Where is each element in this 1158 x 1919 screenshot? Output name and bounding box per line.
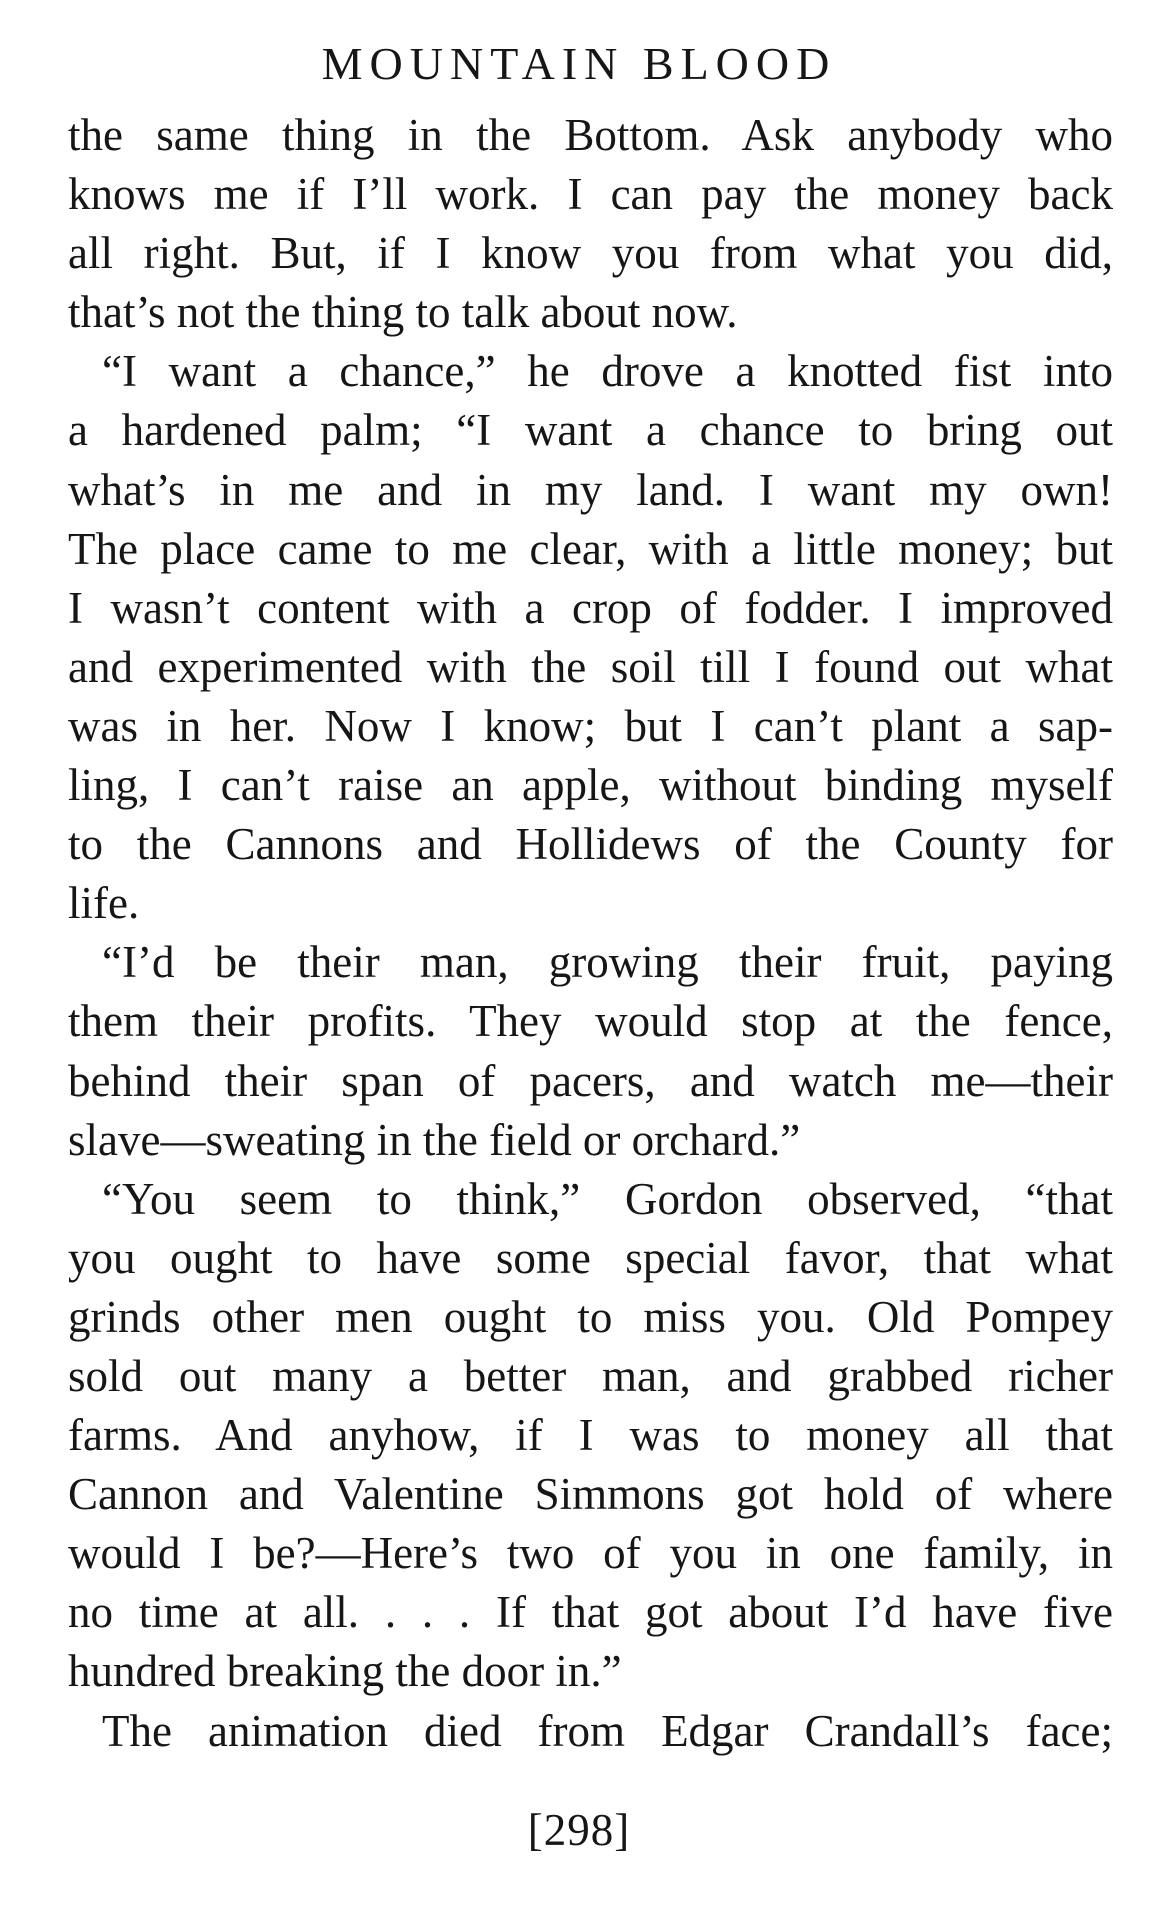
- text-line: “I want a chance,” he drove a knotted fist into: [102, 346, 1113, 397]
- running-title: MOUNTAIN BLOOD: [321, 38, 837, 89]
- text-line: I wasn’t content with a crop of fodder. I improved: [68, 582, 1113, 633]
- text-line: a hardened palm; “I want a chance to bring out: [68, 405, 1113, 456]
- text-line: hundred breaking the door in.”: [68, 1646, 622, 1697]
- text-line: life.: [68, 878, 140, 929]
- text-line: you ought to have some special favor, that what: [68, 1232, 1113, 1283]
- text-line: was in her. Now I know; but I can’t plant a sap-: [68, 700, 1113, 751]
- text-line: sold out many a better man, and grabbed richer: [68, 1350, 1113, 1401]
- text-line: “I’d be their man, growing their fruit, paying: [102, 937, 1113, 988]
- text-line: and experimented with the soil till I found out what: [68, 641, 1113, 692]
- text-line: them their profits. They would stop at the fence,: [68, 996, 1113, 1047]
- text-line: Cannon and Valentine Simmons got hold of where: [68, 1469, 1113, 1520]
- body-text: [68, 106, 1113, 1761]
- text-line: ling, I can’t raise an apple, without binding myself: [68, 760, 1113, 811]
- text-line: behind their span of pacers, and watch me—their: [68, 1055, 1113, 1106]
- text-line: slave—sweating in the field or orchard.”: [68, 1114, 801, 1165]
- text-line: “You seem to think,” Gordon observed, “that: [102, 1173, 1113, 1224]
- text-line: to the Cannons and Hollidews of the County for: [68, 819, 1113, 870]
- text-line: all right. But, if I know you from what you did,: [68, 228, 1113, 279]
- page-number: [298]: [527, 1805, 631, 1855]
- text-line: would I be?—Here’s two of you in one family, in: [68, 1528, 1113, 1579]
- text-line: knows me if I’ll work. I can pay the money back: [68, 169, 1113, 220]
- text-line: The place came to me clear, with a little money; but: [68, 523, 1113, 574]
- text-line: farms. And anyhow, if I was to money all that: [68, 1410, 1113, 1461]
- text-line: grinds other men ought to miss you. Old Pompey: [68, 1291, 1113, 1342]
- text-line: no time at all. . . . If that got about I’d have five: [68, 1587, 1113, 1638]
- text-line: the same thing in the Bottom. Ask anybody who: [68, 110, 1113, 160]
- text-line: The animation died from Edgar Crandall’s face;: [102, 1705, 1113, 1756]
- text-line: what’s in me and in my land. I want my own!: [68, 464, 1113, 515]
- text-line: that’s not the thing to talk about now.: [68, 287, 738, 338]
